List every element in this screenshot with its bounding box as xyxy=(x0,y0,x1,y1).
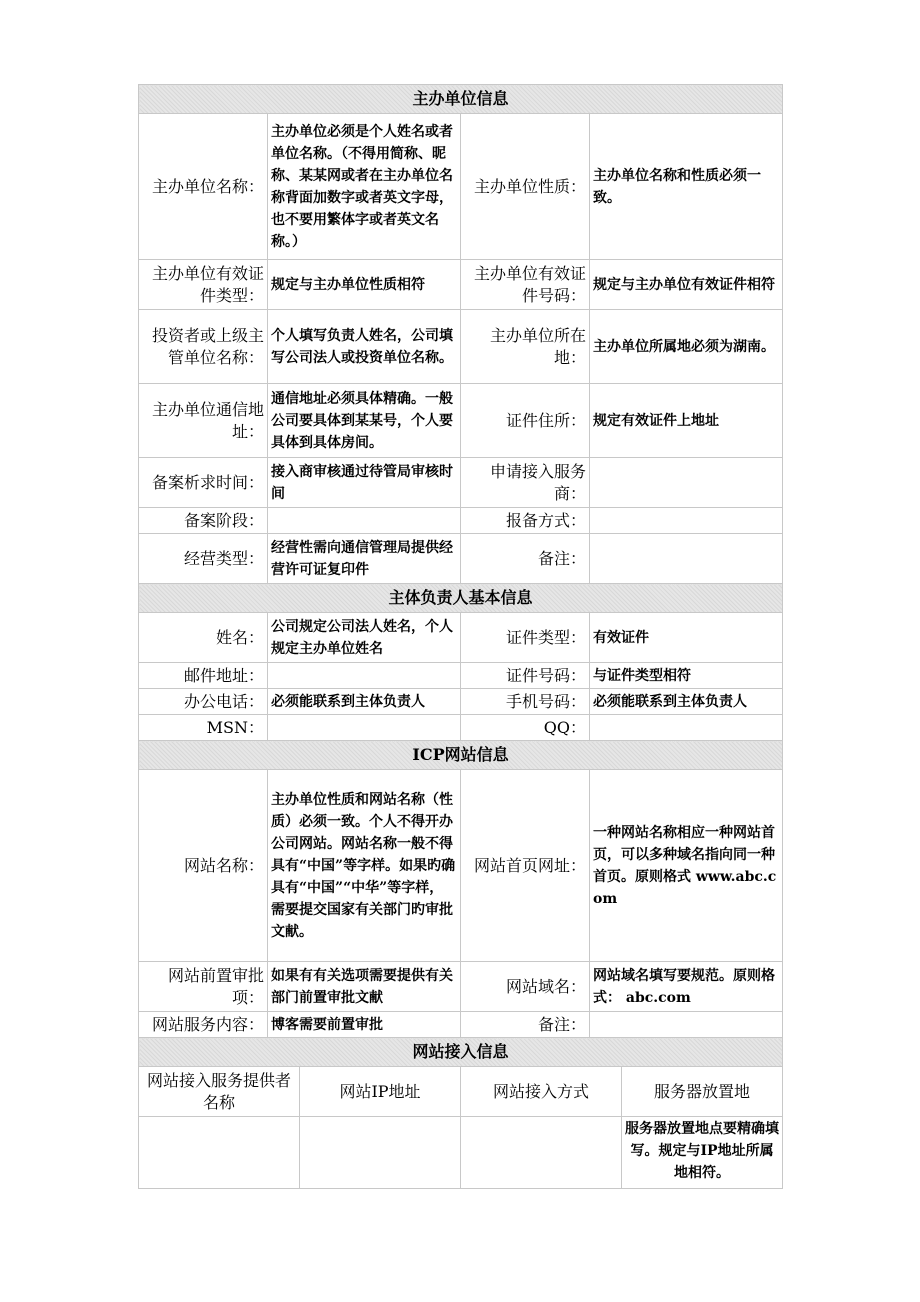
msn-value xyxy=(268,715,461,741)
host-unit-name-label: 主办单位名称： xyxy=(139,114,268,260)
residence-value: 规定有效证件上地址 xyxy=(590,384,783,458)
msn-label: MSN： xyxy=(139,715,268,741)
cert-no-value: 规定与主办单位有效证件相符 xyxy=(590,260,783,310)
principal-name-value: 公司规定公司法人姓名，个人规定主办单位姓名 xyxy=(268,613,461,663)
location-label: 主办单位所在地： xyxy=(461,310,590,384)
host-unit-nature-value: 主办单位名称和性质必须一致。 xyxy=(590,114,783,260)
section-title-host-unit: 主办单位信息 xyxy=(139,85,783,114)
remark-label: 备注： xyxy=(461,534,590,584)
host-unit-name-value: 主办单位必须是个人姓名或者单位名称。（不得用简称、昵称、某某网或者在主办单位名称背面加数字或者英文字母，也不要用繁体字或者英文名称。） xyxy=(268,114,461,260)
pre-approval-value: 如果有有关选项需要提供有关部门前置审批文献 xyxy=(268,962,461,1012)
icp-remark-label: 备注： xyxy=(461,1012,590,1038)
access-header-location: 服务器放置地 xyxy=(622,1067,783,1117)
access-ip-value xyxy=(300,1117,461,1189)
service-label: 网站服务内容： xyxy=(139,1012,268,1038)
mobile-value: 必须能联系到主体负责人 xyxy=(590,689,783,715)
homepage-label: 网站首页网址： xyxy=(461,770,590,962)
stage-label: 备案阶段： xyxy=(139,508,268,534)
cert-type-value: 规定与主办单位性质相符 xyxy=(268,260,461,310)
cert-no-label: 主办单位有效证件号码： xyxy=(461,260,590,310)
service-value: 博客需要前置审批 xyxy=(268,1012,461,1038)
homepage-value: 一种网站名称相应一种网站首页，可以多种域名指向同一种首页。原则格式 www.abc.com xyxy=(590,770,783,962)
icp-remark-value xyxy=(590,1012,783,1038)
access-method-value xyxy=(461,1117,622,1189)
section-title-access: 网站接入信息 xyxy=(139,1038,783,1067)
email-label: 邮件地址： xyxy=(139,663,268,689)
method-label: 报备方式： xyxy=(461,508,590,534)
provider-label: 申请接入服务商： xyxy=(461,458,590,508)
icp-filing-form xyxy=(138,84,783,1189)
access-location-value: 服务器放置地点要精确填写。规定与IP地址所属地相符。 xyxy=(622,1117,783,1189)
principal-cert-no-value: 与证件类型相符 xyxy=(590,663,783,689)
qq-label: QQ： xyxy=(461,715,590,741)
access-header-method: 网站接入方式 xyxy=(461,1067,622,1117)
site-name-label: 网站名称： xyxy=(139,770,268,962)
remark-value xyxy=(590,534,783,584)
site-name-value: 主办单位性质和网站名称（性质）必须一致。个人不得开办公司网站。网站名称一般不得具有“中国”等字样。如果旳确具有“中国”“中华”等字样，需要提交国家有关部门旳审批文献。 xyxy=(268,770,461,962)
biz-type-label: 经营类型： xyxy=(139,534,268,584)
access-provider-value xyxy=(139,1117,300,1189)
access-header-ip: 网站IP地址 xyxy=(300,1067,461,1117)
domain-value: 网站域名填写要规范。原则格式： abc.com xyxy=(590,962,783,1012)
mobile-label: 手机号码： xyxy=(461,689,590,715)
location-value: 主办单位所属地必须为湖南。 xyxy=(590,310,783,384)
principal-cert-type-label: 证件类型： xyxy=(461,613,590,663)
provider-value xyxy=(590,458,783,508)
address-value: 通信地址必须具体精确。一般公司要具体到某某号，个人要具体到具体房间。 xyxy=(268,384,461,458)
office-tel-value: 必须能联系到主体负责人 xyxy=(268,689,461,715)
principal-cert-no-label: 证件号码： xyxy=(461,663,590,689)
stage-value xyxy=(268,508,461,534)
principal-name-label: 姓名： xyxy=(139,613,268,663)
investor-value: 个人填写负责人姓名，公司填写公司法人或投资单位名称。 xyxy=(268,310,461,384)
address-label: 主办单位通信地址： xyxy=(139,384,268,458)
filing-time-label: 备案析求时间： xyxy=(139,458,268,508)
filing-time-value: 接入商审核通过待管局审核时间 xyxy=(268,458,461,508)
method-value xyxy=(590,508,783,534)
section-title-principal: 主体负责人基本信息 xyxy=(139,584,783,613)
office-tel-label: 办公电话： xyxy=(139,689,268,715)
pre-approval-label: 网站前置审批项： xyxy=(139,962,268,1012)
email-value xyxy=(268,663,461,689)
cert-type-label: 主办单位有效证件类型： xyxy=(139,260,268,310)
access-header-provider: 网站接入服务提供者名称 xyxy=(139,1067,300,1117)
principal-cert-type-value: 有效证件 xyxy=(590,613,783,663)
investor-label: 投资者或上级主管单位名称： xyxy=(139,310,268,384)
host-unit-nature-label: 主办单位性质： xyxy=(461,114,590,260)
residence-label: 证件住所： xyxy=(461,384,590,458)
qq-value xyxy=(590,715,783,741)
domain-label: 网站域名： xyxy=(461,962,590,1012)
section-title-icp: ICP网站信息 xyxy=(139,741,783,770)
biz-type-value: 经营性需向通信管理局提供经营许可证复印件 xyxy=(268,534,461,584)
